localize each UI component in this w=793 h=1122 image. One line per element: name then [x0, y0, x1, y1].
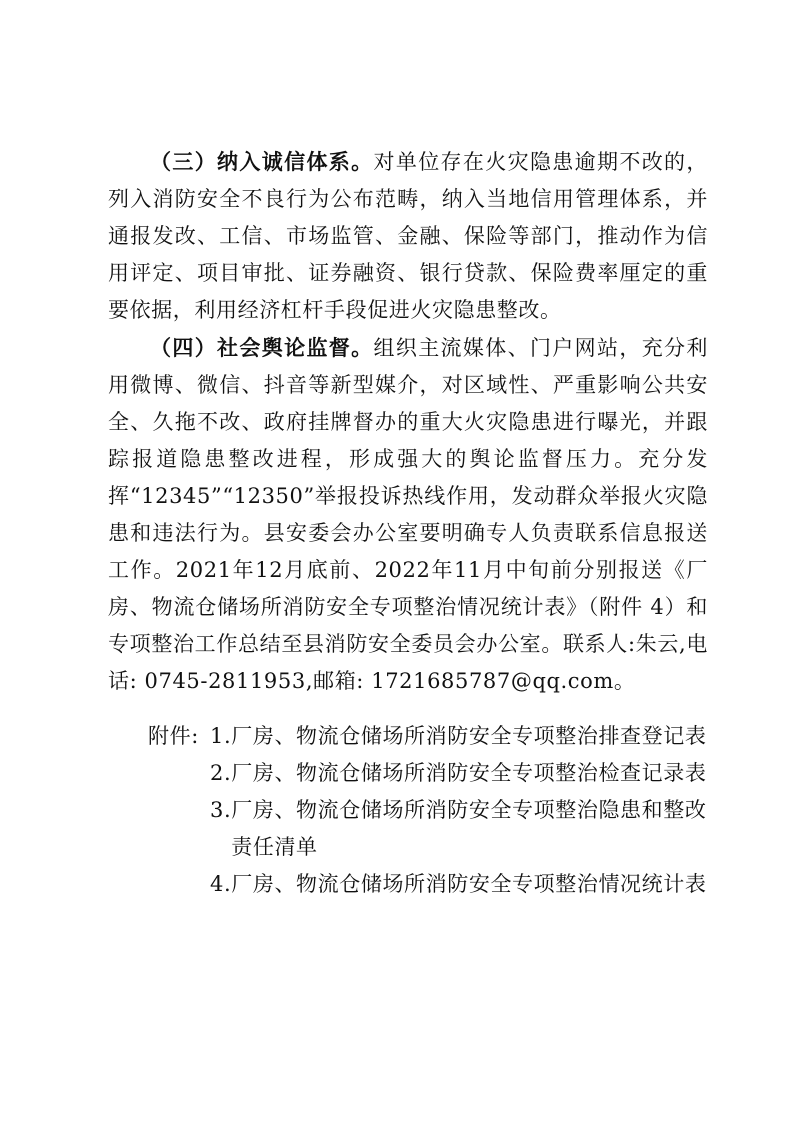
- section-4-heading: （四）社会舆论监督。: [150, 335, 374, 360]
- attachment-number: 2.: [210, 761, 232, 785]
- attachments-list: [148, 718, 708, 903]
- section-4-body: 组织主流媒体、门户网站，充分利用微博、微信、抖音等新型媒介，对区域性、严重影响公共安全、久拖不改、政府挂牌督办的重大火灾隐患进行曝光，并跟踪报道隐患整改进程，形成强大的舆论监督压力。充分发挥“12345”“12350”举报投诉热线作用，发动群众举报火灾隐患和违法行为。县安委会办公室要明确专人负责联系信息报送工作。2021年12月底前、2022年11月中旬前分别报送《厂房、物流仓储场所消防安全专项整治情况统计表》（附件 4）和专项整治工作总结至县消防安全委员会办公室。联系人:朱云,电话: 0745-2811953,邮箱: 1721685787@qq.com。: [108, 336, 708, 693]
- attachment-indent: [148, 866, 210, 903]
- section-3-paragraph: [108, 143, 708, 329]
- attachment-indent: [148, 755, 210, 792]
- attachment-item: [148, 755, 708, 792]
- section-4-paragraph: [108, 329, 708, 700]
- attachment-title: 厂房、物流仓储场所消防安全专项整治隐患和整改责任清单: [231, 798, 707, 859]
- attachment-entry: [210, 792, 708, 866]
- section-3-heading: （三）纳入诚信体系。: [150, 149, 374, 174]
- attachment-title: 厂房、物流仓储场所消防安全专项整治排查登记表: [231, 724, 707, 748]
- attachment-number: 3.: [210, 798, 232, 822]
- attachment-indent: [148, 792, 210, 866]
- attachment-item: [148, 718, 708, 755]
- attachment-title: 厂房、物流仓储场所消防安全专项整治情况统计表: [231, 872, 707, 896]
- attachment-item: [148, 792, 708, 866]
- document-body: [108, 143, 708, 700]
- attachment-title: 厂房、物流仓储场所消防安全专项整治检查记录表: [231, 761, 707, 785]
- attachment-item: [148, 866, 708, 903]
- attachment-entry: [210, 755, 706, 792]
- attachment-number: 1.: [210, 724, 232, 748]
- attachment-entry: [210, 866, 706, 903]
- section-3-body: 对单位存在火灾隐患逾期不改的，列入消防安全不良行为公布范畴，纳入当地信用管理体系，并通报发改、工信、市场监管、金融、保险等部门，推动作为信用评定、项目审批、证券融资、银行贷款、保险费率厘定的重要依据，利用经济杠杆手段促进火灾隐患整改。: [108, 150, 708, 322]
- attachment-number: 4.: [210, 872, 232, 896]
- attachment-entry: [210, 718, 706, 755]
- attachments-label: 附件:: [148, 724, 199, 748]
